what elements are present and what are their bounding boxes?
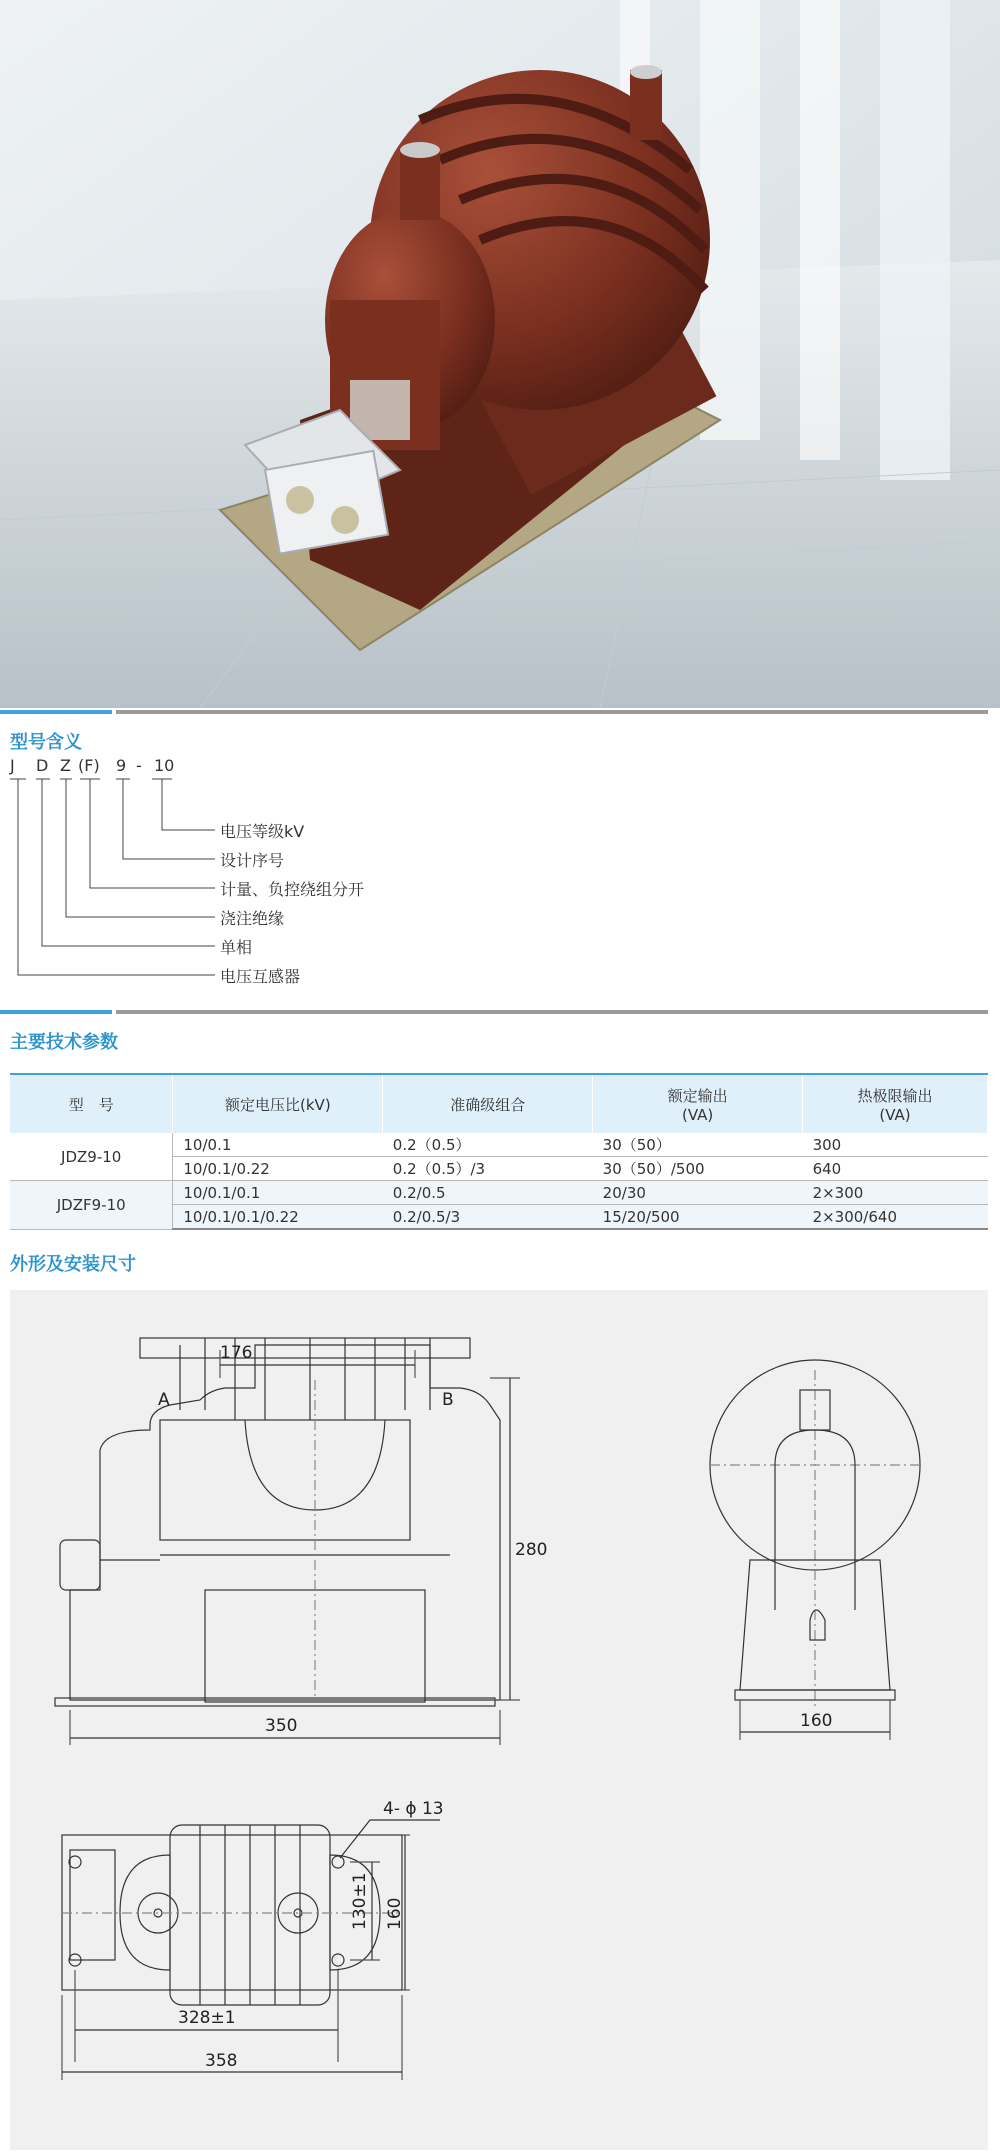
- label-terminal-a: A: [158, 1390, 170, 1410]
- cell: 0.2/0.5: [383, 1181, 593, 1205]
- meaning-cast-insulation: 浇注绝缘: [220, 909, 285, 928]
- dim-side-width: 160: [800, 1711, 833, 1731]
- cell: 30（50）: [593, 1133, 803, 1157]
- cell: 20/30: [593, 1181, 803, 1205]
- header-accuracy: 准确级组合: [383, 1074, 593, 1133]
- header-thermal-output: 热极限输出 (VA): [803, 1074, 988, 1133]
- cell: 10/0.1/0.1: [173, 1181, 383, 1205]
- meaning-design-serial: 设计序号: [220, 851, 285, 870]
- header-model: 型 号: [10, 1074, 173, 1133]
- dim-plan-width: 358: [205, 2051, 238, 2071]
- dimension-drawing: [10, 1290, 988, 2150]
- cell: 2×300: [803, 1181, 988, 1205]
- section-title-model-meaning: 型号含义: [10, 732, 82, 753]
- table-row: [10, 1133, 988, 1157]
- cell: 15/20/500: [593, 1205, 803, 1230]
- dim-hole-pitch-x: 328±1: [178, 2008, 236, 2028]
- dim-holes: 4- ϕ 13: [383, 1799, 444, 1819]
- dim-plan-depth: 160: [385, 1897, 405, 1930]
- section-rule: [0, 1010, 1000, 1014]
- code-char: D: [36, 756, 49, 775]
- meaning-voltage-transformer: 电压互感器: [220, 967, 301, 986]
- section-title-tech-params: 主要技术参数: [10, 1032, 118, 1053]
- model-cell: JDZF9-10: [10, 1181, 173, 1230]
- meaning-voltage-class: 电压等级kV: [220, 822, 305, 841]
- code-char: (F): [78, 756, 100, 775]
- spec-table: [10, 1073, 988, 1230]
- header-voltage-ratio: 额定电压比(kV): [173, 1074, 383, 1133]
- code-char: Z: [60, 756, 71, 775]
- section-title-dimensions: 外形及安装尺寸: [10, 1254, 136, 1275]
- cell: 300: [803, 1133, 988, 1157]
- code-char: J: [10, 756, 15, 775]
- product-photo: [0, 0, 1000, 708]
- code-char: -: [136, 756, 142, 775]
- cell: 10/0.1/0.1/0.22: [173, 1205, 383, 1230]
- cell: 10/0.1: [173, 1133, 383, 1157]
- cell: 0.2/0.5/3: [383, 1205, 593, 1230]
- dim-front-height: 280: [515, 1540, 548, 1560]
- dim-front-width-top: 176: [220, 1343, 253, 1363]
- cell: 30（50）/500: [593, 1157, 803, 1181]
- table-header-row: [10, 1074, 988, 1133]
- code-char: 10: [154, 756, 175, 775]
- model-cell: JDZ9-10: [10, 1133, 173, 1181]
- section-rule: [0, 710, 1000, 714]
- cell: 0.2（0.5）: [383, 1133, 593, 1157]
- table-row: [10, 1181, 988, 1205]
- label-terminal-b: B: [442, 1390, 454, 1410]
- cell: 2×300/640: [803, 1205, 988, 1230]
- dim-front-width-bottom: 350: [265, 1716, 298, 1736]
- dim-hole-pitch-y: 130±1: [350, 1872, 370, 1930]
- header-rated-output: 额定输出 (VA): [593, 1074, 803, 1133]
- cell: 640: [803, 1157, 988, 1181]
- code-char: 9: [116, 756, 127, 775]
- cell: 0.2（0.5）/3: [383, 1157, 593, 1181]
- meaning-separate-winding: 计量、负控绕组分开: [220, 880, 365, 899]
- meaning-single-phase: 单相: [220, 938, 253, 957]
- cell: 10/0.1/0.22: [173, 1157, 383, 1181]
